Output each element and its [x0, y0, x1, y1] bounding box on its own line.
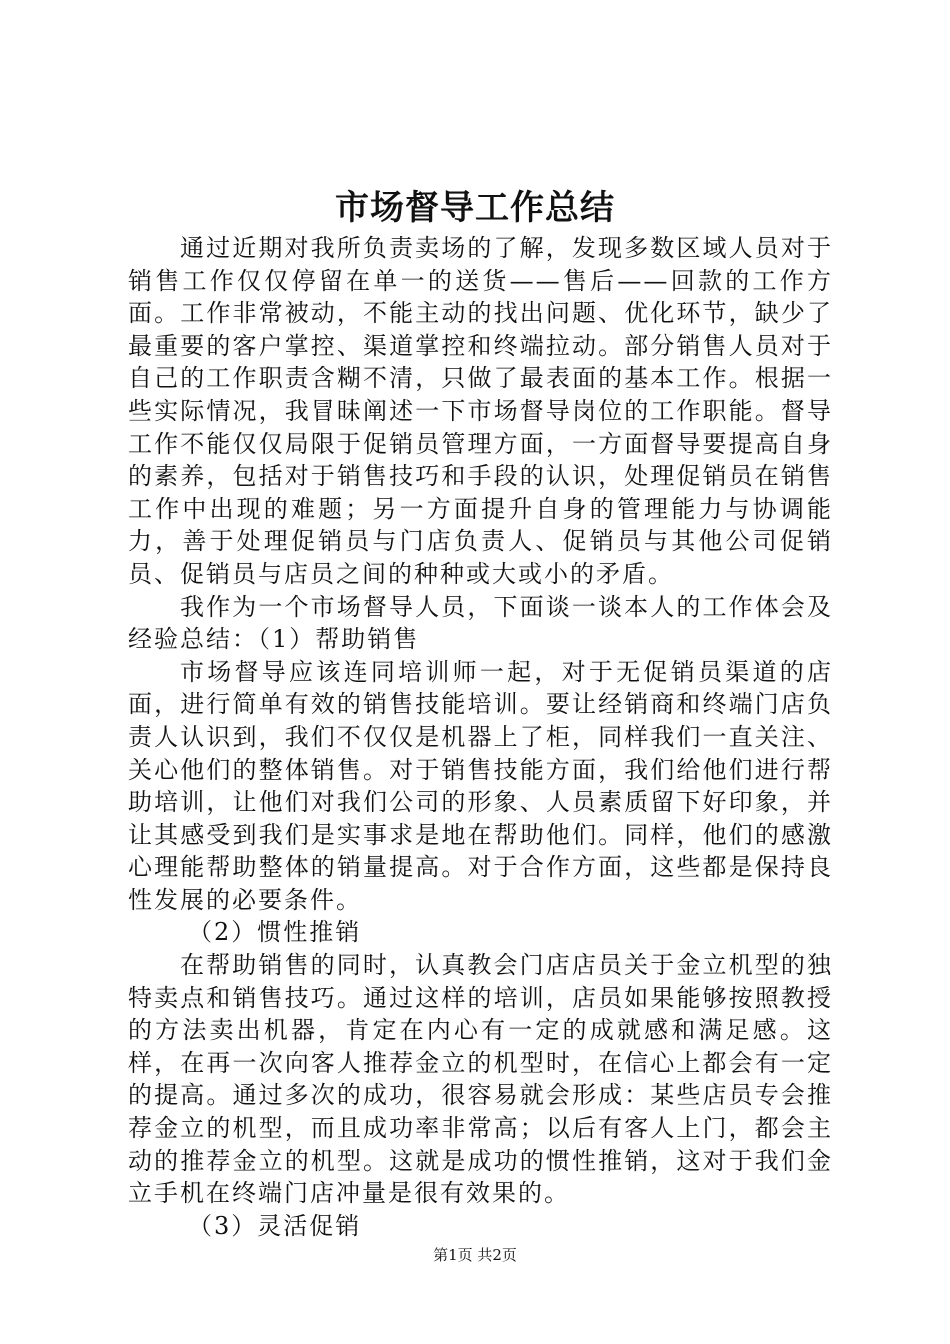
document-title: 市场督导工作总结	[335, 188, 615, 228]
page-footer: 第1页 共2页	[433, 1246, 517, 1264]
section-heading: （3）灵活促销	[188, 1211, 362, 1240]
section-heading: （2）惯性推销	[188, 918, 362, 947]
body-paragraph: 通过近期对我所负责卖场的了解，发现多数区域人员对于销售工作仅仅停留在单一的送货——售后——回款的工作方面。工作非常被动，不能主动的找出问题、优化环节，缺少了最重要的客户掌控、渠道掌控和终端拉动。部分销售人员对于自己的工作职责含糊不清，只做了最表面的基本工作。根据一些实际情况，我冒昧阐述一下市场督导岗位的工作职能。督导工作不能仅仅局限于促销员管理方面，一方面督导要提高自身的素养，包括对于销售技巧和手段的认识，处理促销员在销售工作中出现的难题；另一方面提升自身的管理能力与协调能力，善于处理促销员与门店负责人、促销员与其他公司促销员、促销员与店员之间的种种或大或小的矛盾。	[128, 234, 833, 588]
body-paragraph: 我作为一个市场督导人员，下面谈一谈本人的工作体会及经验总结：（1）帮助销售	[128, 592, 833, 654]
body-paragraph: 在帮助销售的同时，认真教会门店店员关于金立机型的独特卖点和销售技巧。通过这样的培训，店员如果能够按照教授的方法卖出机器，肯定在内心有一定的成就感和满足感。这样，在再一次向客人推荐金立的机型时，在信心上都会有一定的提高。通过多次的成功，很容易就会形成：某些店员专会推荐金立的机型，而且成功率非常高；以后有客人上门，都会主动的推荐金立的机型。这就是成功的惯性推销，这对于我们金立手机在终端门店冲量是很有效果的。	[128, 951, 833, 1208]
document-body	[128, 232, 833, 1242]
body-paragraph: 市场督导应该连同培训师一起，对于无促销员渠道的店面，进行简单有效的销售技能培训。要让经销商和终端门店负责人认识到，我们不仅仅是机器上了柜，同样我们一直关注、关心他们的整体销售。对于销售技能方面，我们给他们进行帮助培训，让他们对我们公司的形象、人员素质留下好印象，并让其感受到我们是实事求是地在帮助他们。同样，他们的感激心理能帮助整体的销量提高。对于合作方面，这些都是保持良性发展的必要条件。	[128, 657, 833, 914]
